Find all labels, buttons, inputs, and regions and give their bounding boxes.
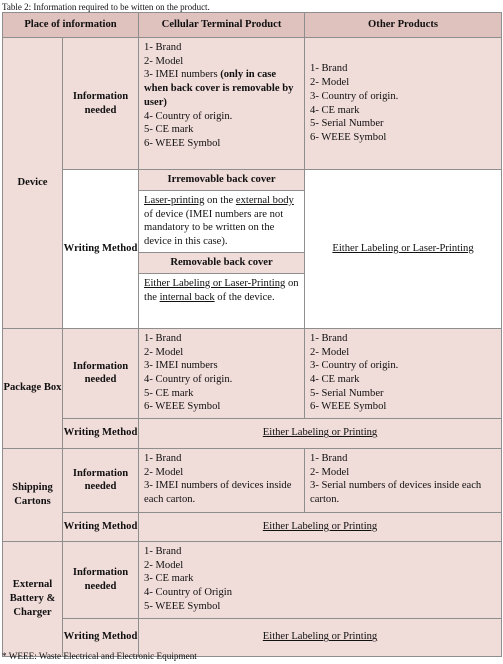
list-item: 1- Brand: [144, 42, 182, 53]
shipping-info-label: Information needed: [63, 448, 139, 512]
removable-text: [139, 273, 304, 328]
list-item: 1- Brand: [310, 332, 348, 344]
device-info-label: Information needed: [63, 38, 139, 170]
list-item: 2- Model: [144, 559, 184, 571]
list-item: 2- Model: [144, 346, 184, 358]
package-writing-text: Either Labeling or Printing: [262, 427, 378, 439]
list-item: 1- Brand: [144, 452, 182, 464]
imei-note: (only in case when back cover is removable by user): [144, 69, 294, 108]
battery-writing-text: Either Labeling or Printing: [262, 631, 378, 643]
list-item: 5- CE mark: [144, 387, 194, 399]
list-item: 5- CE mark: [144, 124, 194, 136]
battery-info-label: Information needed: [63, 541, 139, 618]
device-label: Device: [3, 38, 63, 329]
device-other-list: [305, 38, 502, 170]
package-info-label: Information needed: [63, 328, 139, 418]
list-item: [144, 68, 299, 109]
external-body-text: external body: [235, 195, 294, 206]
irremovable-header: Irremovable back cover: [167, 174, 276, 186]
list-item: 4- Country of Origin: [144, 586, 232, 598]
package-other-list: [305, 328, 502, 418]
text-span: on the: [144, 277, 299, 303]
package-writing: [139, 418, 502, 448]
list-item: 1- Brand: [144, 332, 182, 344]
device-writing-cellular: [139, 170, 305, 329]
list-item: 1- Brand: [144, 545, 182, 557]
shipping-info-row: [3, 448, 502, 512]
device-info-row: [3, 38, 502, 170]
writing-stack: [139, 170, 304, 328]
imei-text: 3- IMEI numbers: [144, 69, 221, 81]
package-label: Package Box: [3, 328, 63, 448]
list-item: 6- WEEE Symbol: [310, 401, 387, 413]
shipping-writing-label: Writing Method: [63, 512, 139, 541]
labeling-text: Either Labeling or Laser-Printing: [144, 277, 286, 289]
list-item: 6- WEEE Symbol: [144, 401, 221, 413]
device-writing-label: Writing Method: [63, 170, 139, 329]
list-item: 1- Brand: [310, 63, 348, 75]
device-writing-other: [305, 170, 502, 329]
shipping-cellular-list: [139, 448, 305, 512]
list-item: 6- WEEE Symbol: [310, 131, 387, 143]
shipping-writing-row: [3, 512, 502, 541]
info-table: [2, 12, 502, 657]
shipping-other-list: [305, 448, 502, 512]
list-item: 3- Serial numbers of devices inside each carton.: [310, 480, 482, 505]
list-item: 2- Model: [144, 55, 184, 67]
package-writing-label: Writing Method: [63, 418, 139, 448]
package-info-row: [3, 328, 502, 418]
list-item: 2- Model: [144, 466, 184, 478]
package-cellular-list: [139, 328, 305, 418]
other-writing-text: Either Labeling or Laser-Printing: [332, 243, 474, 255]
battery-info-row: [3, 541, 502, 618]
list-item: 5- Serial Number: [310, 387, 384, 399]
table-caption: Table 2: Information required to be witten on the product.: [2, 2, 210, 12]
header-row: [3, 13, 502, 38]
laser-printing-text: Laser-printing: [144, 195, 205, 206]
list-item: 3- IMEI numbers: [144, 360, 218, 372]
shipping-writing: [139, 512, 502, 541]
irremovable-text: [139, 191, 304, 253]
list-item: 2- Model: [310, 346, 350, 358]
list-item: 3- Country of origin.: [310, 90, 399, 102]
list-item: 5- WEEE Symbol: [144, 600, 221, 612]
footnote: * WEEE: Waste Electrical and Electronic Equipment: [2, 651, 197, 661]
shipping-label: Shipping Cartons: [3, 448, 63, 541]
shipping-writing-text: Either Labeling or Printing: [262, 520, 378, 532]
battery-label: External Battery & Charger: [3, 541, 63, 656]
header-cellular: Cellular Terminal Product: [139, 13, 305, 38]
list-item: 2- Model: [310, 77, 350, 89]
text-span: of the device.: [214, 291, 275, 303]
removable-header: Removable back cover: [139, 252, 304, 273]
list-item: 4- Country of origin.: [144, 373, 233, 385]
header-place: Place of information: [3, 13, 139, 38]
battery-list: [139, 541, 502, 618]
device-cellular-list: [139, 38, 305, 170]
list-item: 5- Serial Number: [310, 118, 384, 130]
package-writing-row: [3, 418, 502, 448]
text-span: of device (IMEI numbers are not mandatory to be written on the device in this case).: [144, 208, 284, 248]
device-writing-row: [3, 170, 502, 329]
header-other: Other Products: [305, 13, 502, 38]
list-item: 1- Brand: [310, 452, 348, 464]
battery-writing-label: Writing Method: [63, 618, 139, 656]
list-item: 4- CE mark: [310, 104, 360, 116]
list-item: 4- Country of origin.: [144, 110, 233, 122]
internal-back-text: internal back: [159, 291, 215, 303]
list-item: 3- CE mark: [144, 573, 194, 585]
list-item: 4- CE mark: [310, 373, 360, 385]
list-item: 3- IMEI numbers of devices inside each carton.: [144, 480, 292, 505]
text-span: on the: [204, 195, 236, 206]
list-item: 3- Country of origin.: [310, 360, 399, 372]
list-item: 2- Model: [310, 466, 350, 478]
list-item: 6- WEEE Symbol: [144, 137, 221, 149]
